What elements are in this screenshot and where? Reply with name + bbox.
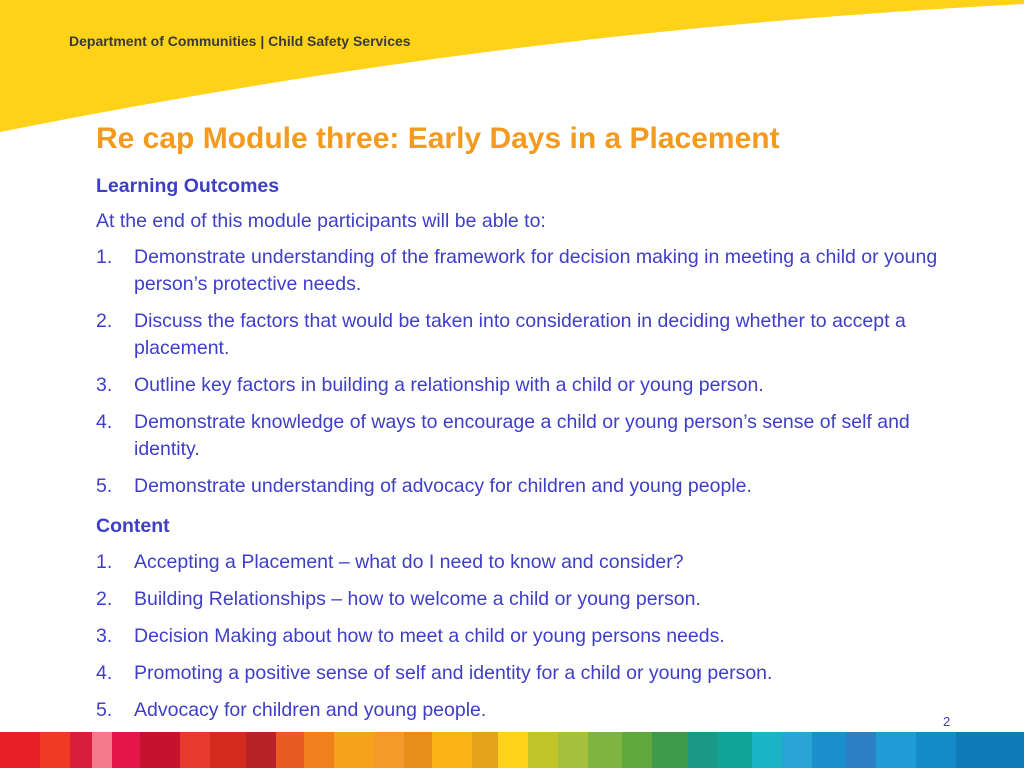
list-item [96, 308, 976, 362]
list-item-text: Demonstrate understanding of advocacy for children and young people. [134, 475, 752, 497]
slide-title: Re cap Module three: Early Days in a Placement [96, 122, 780, 155]
list-item [96, 372, 976, 399]
learning-outcomes-heading: Learning Outcomes [96, 175, 280, 197]
list-item [96, 473, 976, 500]
list-item-number: 1. [96, 551, 113, 573]
list-item [96, 586, 976, 613]
list-item [96, 244, 976, 298]
list-item-number: 1. [96, 246, 113, 268]
list-item-text: Demonstrate understanding of the framework for decision making in meeting a child or young person’s protective needs. [134, 246, 938, 295]
list-item-text: Demonstrate knowledge of ways to encourage a child or young person’s sense of self and identity. [134, 411, 910, 460]
list-item-text: Building Relationships – how to welcome a child or young person. [134, 588, 701, 610]
list-item-number: 5. [96, 475, 113, 497]
page-number: 2 [943, 714, 951, 729]
list-item-text: Decision Making about how to meet a child or young persons needs. [134, 625, 725, 647]
list-item-number: 5. [96, 699, 113, 721]
content-list [96, 549, 976, 724]
list-item-number: 2. [96, 310, 113, 332]
list-item-number: 3. [96, 625, 113, 647]
list-item-text: Advocacy for children and young people. [134, 699, 487, 721]
list-item [96, 623, 976, 650]
header-banner [0, 0, 1024, 140]
list-item [96, 549, 976, 576]
content-heading: Content [96, 515, 170, 537]
list-item-text: Discuss the factors that would be taken into consideration in deciding whether to accept a placement. [134, 310, 906, 359]
list-item [96, 697, 976, 724]
slide-body [96, 174, 976, 734]
list-item-text: Accepting a Placement – what do I need to know and consider? [134, 551, 684, 573]
department-header: Department of Communities | Child Safety Services [69, 33, 411, 49]
list-item-number: 2. [96, 588, 113, 610]
list-item-number: 4. [96, 411, 113, 433]
learning-outcomes-list [96, 244, 976, 500]
list-item-number: 4. [96, 662, 113, 684]
list-item-text: Outline key factors in building a relationship with a child or young person. [134, 374, 764, 396]
color-stripe-footer [0, 732, 1024, 768]
list-item-text: Promoting a positive sense of self and identity for a child or young person. [134, 662, 773, 684]
banner-yellow-shape [0, 0, 1024, 132]
learning-outcomes-intro: At the end of this module participants will be able to: [96, 210, 546, 232]
list-item-number: 3. [96, 374, 113, 396]
list-item [96, 660, 976, 687]
list-item [96, 409, 976, 463]
